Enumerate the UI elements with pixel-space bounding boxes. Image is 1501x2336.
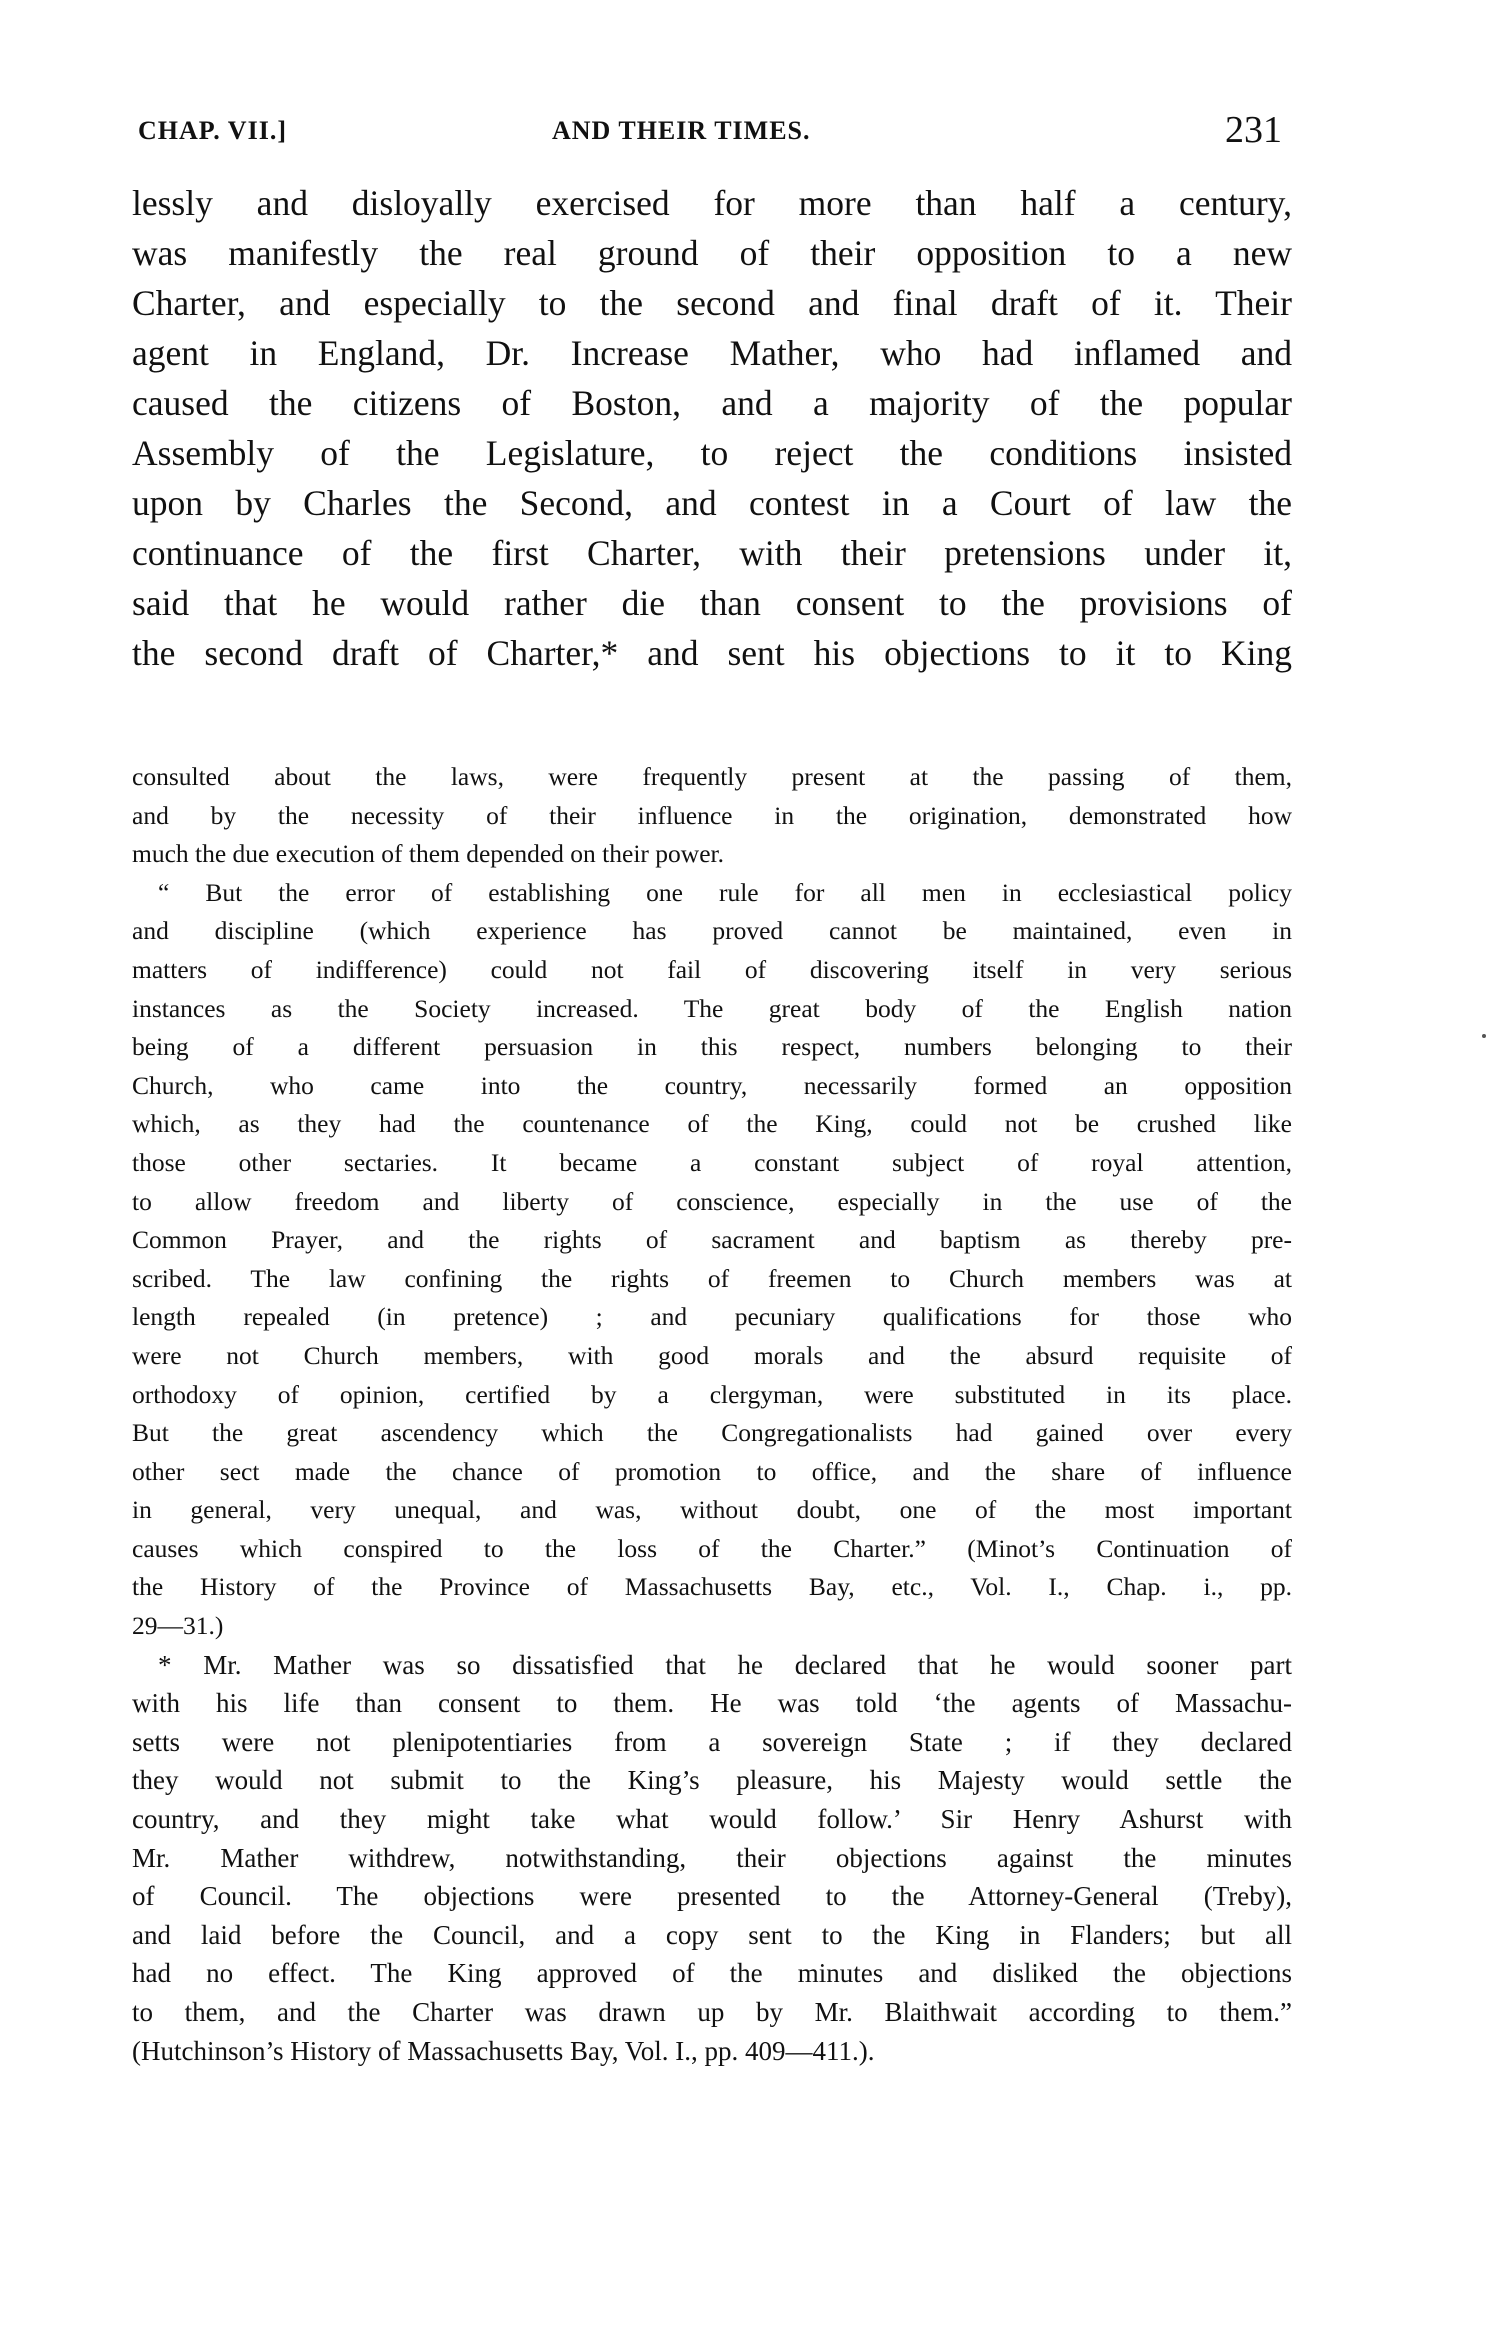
footnote-line: and laid before the Council, and a copy sent to the King in Flanders; but all xyxy=(132,1919,1292,1950)
body-line: agent in England, Dr. Increase Mather, who had inflamed and xyxy=(132,333,1292,373)
footnote-line: length repealed (in pretence) ; and pecuniary qualifications for those who xyxy=(132,1302,1292,1332)
footnote-line: which, as they had the countenance of the King, could not be crushed like xyxy=(132,1109,1292,1139)
footnote-line: the History of the Province of Massachusetts Bay, etc., Vol. I., Chap. i., pp. xyxy=(132,1572,1292,1602)
book-page xyxy=(132,108,1292,2070)
footnote-line: to allow freedom and liberty of conscience, especially in the use of the xyxy=(132,1186,1292,1216)
body-line: the second draft of Charter,* and sent his objections to it to King xyxy=(132,633,1292,673)
footnote-line: much the due execution of them depended on their power. xyxy=(132,839,724,869)
footnote-line: had no effect. The King approved of the minutes and disliked the objections xyxy=(132,1958,1292,1989)
footnote-line: to them, and the Charter was drawn up by Mr. Blaithwait according to them.” xyxy=(132,1997,1292,2027)
footnote-line: “ But the error of establishing one rule for all men in ecclesiastical policy xyxy=(158,877,1292,907)
body-line: upon by Charles the Second, and contest in a Court of law the xyxy=(132,483,1292,523)
footnote-line: were not Church members, with good morals and the absurd requisite of xyxy=(132,1340,1292,1370)
footnote-line: orthodoxy of opinion, certified by a clergyman, were substituted in its place. xyxy=(132,1379,1292,1409)
body-line: was manifestly the real ground of their opposition to a new xyxy=(132,233,1292,273)
body-text xyxy=(132,178,1292,678)
footnote-star xyxy=(132,1646,1292,2071)
footnote-line: scribed. The law confining the rights of freemen to Church members was at xyxy=(132,1263,1292,1293)
footnote-line: country, and they might take what would follow.’ Sir Henry Ashurst with xyxy=(132,1804,1292,1835)
body-line: caused the citizens of Boston, and a majority of the popular xyxy=(132,383,1292,423)
footnote-line: they would not submit to the King’s pleasure, his Majesty would settle the xyxy=(132,1765,1292,1796)
footnote-line: with his life than consent to them. He was told ‘the agents of Massachu- xyxy=(132,1688,1292,1719)
footnote-line: and by the necessity of their influence in the origination, demonstrated how xyxy=(132,800,1292,830)
footnote-line: * Mr. Mather was so dissatisfied that he declared that he would sooner part xyxy=(158,1649,1292,1680)
footnote-quote xyxy=(132,874,1292,1646)
footnote-line: consulted about the laws, were frequently present at the passing of them, xyxy=(132,762,1292,791)
footnote-line: (Hutchinson’s History of Massachusetts Bay, Vol. I., pp. 409—411.). xyxy=(132,2035,875,2066)
page-number: 231 xyxy=(1225,109,1282,151)
body-line: Charter, and especially to the second and final draft of it. Their xyxy=(132,283,1292,323)
footnote-line: of Council. The objections were presented to the Attorney-General (Treby), xyxy=(132,1881,1292,1912)
footnote-continuation xyxy=(132,758,1292,874)
footnote-line: those other sectaries. It became a constant subject of royal attention, xyxy=(132,1147,1292,1177)
body-line: said that he would rather die than consent to the provisions of xyxy=(132,583,1292,623)
footnote-line: Common Prayer, and the rights of sacrament and baptism as thereby pre- xyxy=(132,1225,1292,1255)
footnote-line: in general, very unequal, and was, without doubt, one of the most important xyxy=(132,1495,1292,1525)
print-speck xyxy=(1482,1034,1486,1038)
footnote-line: being of a different persuasion in this respect, numbers belonging to their xyxy=(132,1032,1292,1062)
footnote-line: other sect made the chance of promotion to office, and the share of influence xyxy=(132,1456,1292,1486)
footnote-line: setts were not plenipotentiaries from a sovereign State ; if they declared xyxy=(132,1726,1292,1757)
footnotes xyxy=(132,758,1292,2070)
footnote-line: causes which conspired to the loss of the Charter.” (Minot’s Continuation of xyxy=(132,1533,1292,1563)
body-line: Assembly of the Legislature, to reject the conditions insisted xyxy=(132,433,1292,473)
footnote-line: 29—31.) xyxy=(132,1611,224,1641)
footnote-line: Mr. Mather withdrew, notwithstanding, their objections against the minutes xyxy=(132,1842,1292,1873)
footnote-line: Church, who came into the country, necessarily formed an opposition xyxy=(132,1070,1292,1100)
footnote-line: instances as the Society increased. The great body of the English nation xyxy=(132,993,1292,1023)
chapter-label: CHAP. VII.] xyxy=(138,116,287,145)
body-line: continuance of the first Charter, with their pretensions under it, xyxy=(132,533,1292,573)
footnote-line: But the great ascendency which the Congregationalists had gained over every xyxy=(132,1418,1292,1448)
running-header xyxy=(132,108,1292,164)
footnote-line: and discipline (which experience has proved cannot be maintained, even in xyxy=(132,916,1292,946)
footnote-line: matters of indifference) could not fail of discovering itself in very serious xyxy=(132,954,1292,984)
running-title: AND THEIR TIMES. xyxy=(552,116,811,145)
body-line: lessly and disloyally exercised for more than half a century, xyxy=(132,183,1292,223)
